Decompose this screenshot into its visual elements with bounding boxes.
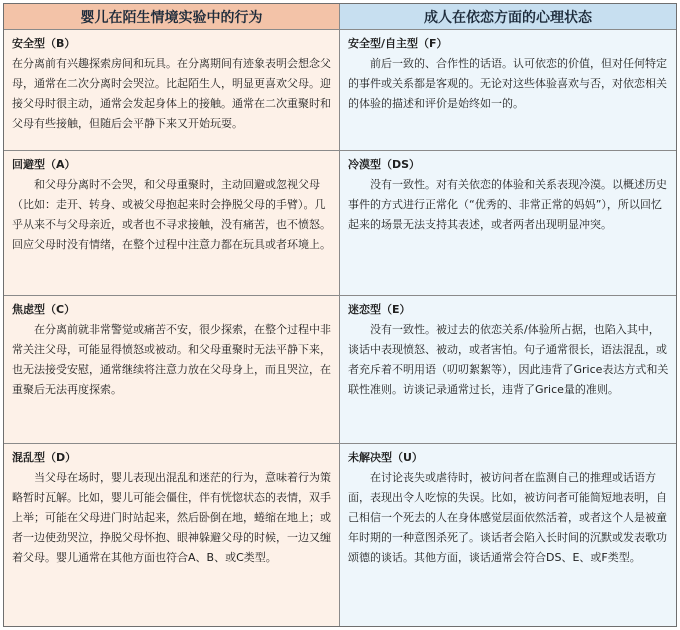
cell-infant-avoidant xyxy=(4,151,340,296)
cell-body: 没有一致性。对有关依恋的体验和关系表现冷漠。以概述历史事件的方式进行正常化（“优秀的、非常正常的妈妈”），所以回忆起来的场景无法支持其表述，或者两者出现明显冲突。 xyxy=(348,178,667,231)
cell-adult-preoccupied xyxy=(340,296,676,444)
cell-title: 焦虑型（C） xyxy=(12,303,76,316)
attachment-comparison-table xyxy=(3,3,677,627)
cell-title: 未解决型（U） xyxy=(348,451,423,464)
cell-title: 冷漠型（DS） xyxy=(348,158,421,171)
cell-body: 当父母在场时，婴儿表现出混乱和迷茫的行为，意味着行为策略暂时瓦解。比如，婴儿可能会僵住，伴有恍惚状态的表情，双手上举；可能在父母进门时站起来，然后卧倒在地，蜷缩在地上；或者一边使劲哭泣，挣脱父母怀抱、眼神躲避父母的时候，一边又缠着父母。婴儿通常在其他方面也符合A、B、或C类型。 xyxy=(12,471,331,564)
header-infant-behavior: 婴儿在陌生情境实验中的行为 xyxy=(4,4,340,30)
cell-infant-disorganized xyxy=(4,444,340,626)
cell-title: 安全型/自主型（F） xyxy=(348,37,448,50)
cell-title: 混乱型（D） xyxy=(12,451,77,464)
cell-title: 回避型（A） xyxy=(12,158,76,171)
cell-body: 在讨论丧失或虐待时，被访问者在监测自己的推理或话语方面，表现出令人吃惊的失误。比如，被访问者可能简短地表明，自己相信一个死去的人在身体感觉层面依然活着，或者这个人是被童年时期的一种意图杀死了。谈话者会陷入长时间的沉默或发表歌功颂德的谈话。其他方面，谈话通常会符合DS、E、或F类型。 xyxy=(348,471,667,564)
cell-body: 没有一致性。被过去的依恋关系/体验所占据，也陷入其中，谈话中表现愤怒、被动，或者害怕。句子通常很长，语法混乱，或者充斥着不明用语（叨叨絮絮等），因此违背了Grice表达方式和关联性准则。访谈记录通常过长，违背了Grice量的准则。 xyxy=(348,323,669,396)
cell-adult-dismissing xyxy=(340,151,676,296)
cell-adult-unresolved xyxy=(340,444,676,626)
cell-body: 和父母分离时不会哭，和父母重聚时，主动回避或忽视父母（比如：走开、转身、或被父母抱起来时会挣脱父母的手臂）。几乎从来不与父母亲近，或者也不寻求接触，没有痛苦，也不愤怒。回应父母时没有情绪，在整个过程中注意力都在玩具或者环境上。 xyxy=(12,178,331,251)
header-adult-state-of-mind: 成人在依恋方面的心理状态 xyxy=(340,4,676,30)
cell-title: 安全型（B） xyxy=(12,37,76,50)
cell-body: 前后一致的、合作性的话语。认可依恋的价值，但对任何特定的事件或关系都是客观的。无论对这些体验喜欢与否，对依恋相关的体验的描述和评价是始终如一的。 xyxy=(348,57,667,110)
cell-body: 在分离前就非常警觉或痛苦不安，很少探索，在整个过程中非常关注父母，可能显得愤怒或被动。和父母重聚时无法平静下来，也无法接受安慰，通常继续将注意力放在父母身上，而且哭泣，在重聚后无法再度探索。 xyxy=(12,323,331,396)
cell-title: 迷恋型（E） xyxy=(348,303,411,316)
cell-adult-secure-autonomous xyxy=(340,30,676,151)
cell-body: 在分离前有兴趣探索房间和玩具。在分离期间有迹象表明会想念父母，通常在二次分离时会哭泣。比起陌生人，明显更喜欢父母。迎接父母时很主动，通常会发起身体上的接触。通常在二次重聚时和父母有些接触，但随后会平静下来又开始玩耍。 xyxy=(12,57,331,130)
cell-infant-anxious xyxy=(4,296,340,444)
cell-infant-secure xyxy=(4,30,340,151)
